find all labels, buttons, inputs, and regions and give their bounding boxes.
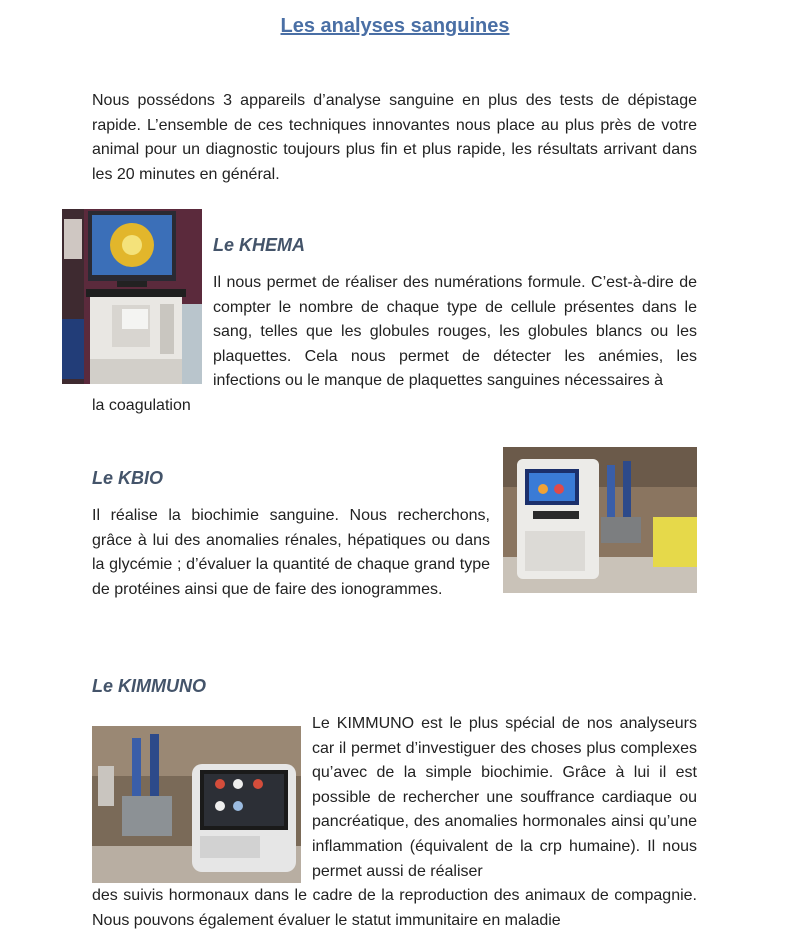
kimmuno-paragraph-end: des suivis hormonaux dans le cadre de la reproduction des animaux de compagnie. Nous pouvons également évaluer le statut immunitaire en maladie [92, 887, 697, 929]
khema-analyzer-photo [62, 209, 202, 384]
khema-heading: Le KHEMA [213, 235, 306, 255]
kimmuno-heading: Le KIMMUNO [92, 676, 206, 696]
kbio-paragraph: Il réalise la biochimie sanguine. Nous recherchons, grâce à lui des anomalies rénales, hépatiques ou dans la glycémie ; d’évaluer la quantité de chaque grand type de protéines ainsi que de faire des ionogrammes. [92, 507, 490, 598]
kbio-heading: Le KBIO [92, 468, 164, 488]
kimmuno-analyzer-photo [92, 726, 301, 883]
kbio-analyzer-photo [503, 447, 697, 593]
intro-paragraph: Nous possédons 3 appareils d’analyse sanguine en plus des tests de dépistage rapide. L’ensemble de ces techniques innovantes nous place au plus près de votre animal pour un diagnostic toujours plus fin et plus rapide, les résultats arrivant dans les 20 minutes en général. [92, 92, 697, 183]
khema-paragraph: Il nous permet de réaliser des numérations formule. C’est-à-dire de compter le nombre de chaque type de cellule présentes dans le sang, telles que les globules rouges, les globules blancs ou les plaquettes. Cela nous permet de détecter les anémies, les infections ou le manque de plaquettes sanguines nécessaires à [213, 274, 697, 390]
khema-paragraph-end: la coagulation [92, 397, 191, 414]
kimmuno-paragraph: Le KIMMUNO est le plus spécial de nos analyseurs car il permet d’investiguer des choses plus complexes qu’avec de la simple biochimie. Grâce à lui il est possible de rechercher une souffrance cardiaque ou pancréatique, des anomalies hormonales ainsi qu’une inflammation (équivalent de la crp humaine). Il nous permet aussi de réaliser [312, 715, 697, 880]
page-title: Les analyses sanguines [280, 15, 510, 37]
